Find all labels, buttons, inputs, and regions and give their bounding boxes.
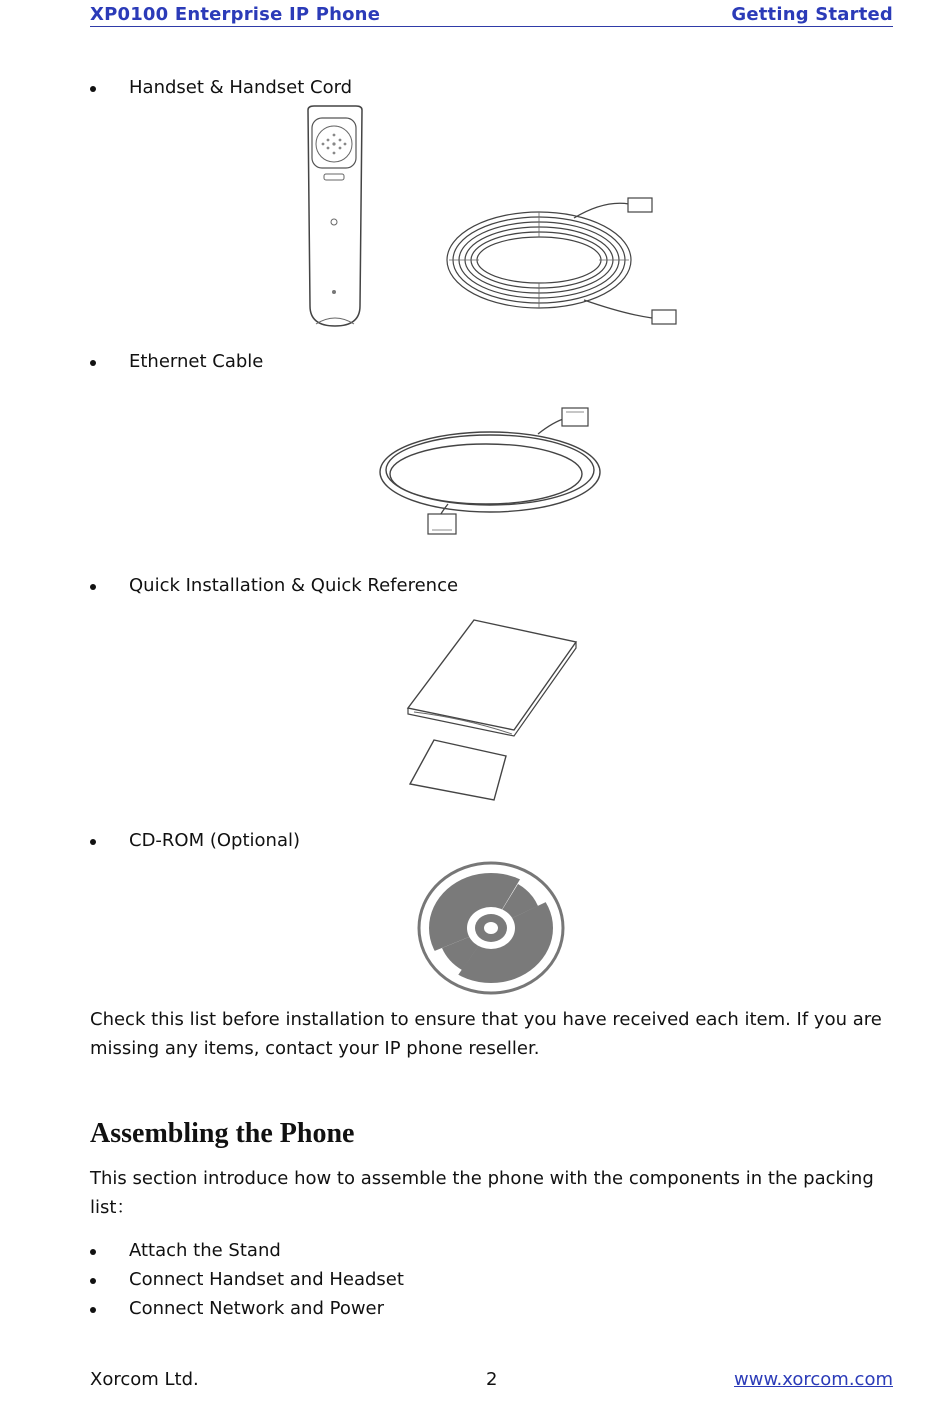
header-document-title: XP0100 Enterprise IP Phone bbox=[90, 4, 381, 25]
list-item-label: Ethernet Cable bbox=[129, 351, 264, 372]
footer-company: Xorcom Ltd. bbox=[90, 1369, 199, 1390]
coiled-cord-icon bbox=[444, 190, 680, 330]
ethernet-cable-icon bbox=[378, 404, 608, 544]
list-item-label: Connect Handset and Headset bbox=[129, 1269, 404, 1290]
bullet-icon bbox=[90, 360, 96, 366]
bullet-icon bbox=[90, 1249, 96, 1255]
bullet-icon bbox=[90, 86, 96, 92]
bullet-icon bbox=[90, 584, 96, 590]
list-item-label: Handset & Handset Cord bbox=[129, 77, 353, 98]
booklet-icon bbox=[404, 618, 580, 804]
list-item-label: Attach the Stand bbox=[129, 1240, 281, 1261]
bullet-icon bbox=[90, 839, 96, 845]
list-item-label: Quick Installation & Quick Reference bbox=[129, 575, 459, 596]
section-heading: Assembling the Phone bbox=[90, 1118, 355, 1149]
header-chapter-title: Getting Started bbox=[731, 4, 893, 25]
handset-icon bbox=[300, 106, 370, 330]
page-header bbox=[90, 4, 893, 27]
bullet-icon bbox=[90, 1307, 96, 1313]
check-list-note: Check this list before installation to ensure that you have received each item. If you are missing any items, contact your IP phone reseller. bbox=[90, 1009, 882, 1059]
bullet-icon bbox=[90, 1278, 96, 1284]
footer-website-link[interactable]: www.xorcom.com bbox=[734, 1369, 893, 1390]
list-item-label: Connect Network and Power bbox=[129, 1298, 385, 1319]
section-intro: This section introduce how to assemble the phone with the components in the packing list： bbox=[90, 1168, 874, 1218]
footer-page-number: 2 bbox=[486, 1369, 498, 1390]
cd-rom-icon bbox=[418, 862, 564, 994]
list-item-label: CD-ROM (Optional) bbox=[129, 830, 300, 851]
